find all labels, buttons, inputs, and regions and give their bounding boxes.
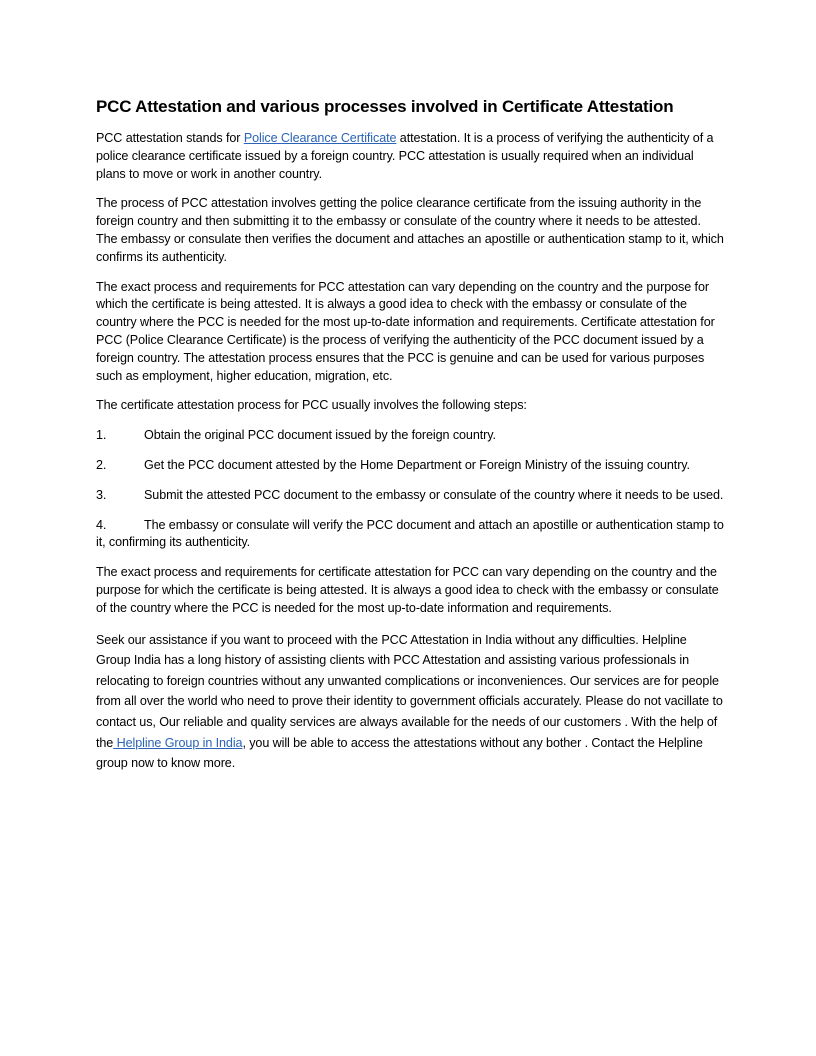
step-text: The embassy or consulate will verify the PCC document and attach an apostille or authentication stamp to it, confirming its authenticity. — [96, 517, 724, 550]
step-number: 1. — [96, 428, 107, 443]
document-page — [96, 96, 724, 786]
step-item — [96, 487, 724, 505]
page-title: PCC Attestation and various processes involved in Certificate Attestation — [96, 97, 674, 116]
requirements-paragraph: The exact process and requirements for PCC attestation can vary depending on the country and the purpose for which the certificate is being attested. It is always a good idea to check with the embassy or consulate of the country where the PCC is needed for the most up-to-date information and requirements. Certificate attestation for PCC (Police Clearance Certificate) is the process of verifying the authenticity of the PCC document issued by a foreign country. The attestation process ensures that the PCC is genuine and can be used for various purposes such as employment, higher education, migration, etc. — [96, 279, 715, 383]
step-text: Get the PCC document attested by the Home Department or Foreign Ministry of the issuing country. — [144, 457, 690, 472]
closing-text-before: Seek our assistance if you want to proceed with the PCC Attestation in India without any difficulties. Helpline Group India has a long history of assisting clients with PCC Attestation and assisting various professionals in relocating to foreign countries without any unwanted complications or inconveniences. Our services are for people from all over the world who need to prove their identity to government officials accurately. Please do not vacillate to contact us, Our reliable and quality services are always available for the needs of our customers . With the help of the — [96, 632, 723, 750]
closing-paragraph — [96, 630, 724, 774]
steps-intro: The certificate attestation process for PCC usually involves the following steps: — [96, 398, 527, 413]
process-paragraph: The process of PCC attestation involves getting the police clearance certificate from the issuing authority in the foreign country and then submitting it to the embassy or consulate of the country where it needs to be attested. The embassy or consulate then verifies the document and attaches an apostille or authentication stamp to it, which confirms its authenticity. — [96, 196, 724, 264]
helpline-group-link[interactable]: Helpline Group in India — [113, 735, 243, 750]
step-item — [96, 517, 724, 553]
step-number: 3. — [96, 487, 107, 502]
intro-text-before: PCC attestation stands for — [96, 131, 244, 145]
police-clearance-certificate-link[interactable]: Police Clearance Certificate — [243, 131, 397, 145]
closing-text-after: , you will be able to access the attestations without any bother . Contact the Helpline group now to know more. — [96, 735, 703, 771]
step-item — [96, 427, 724, 445]
step-number: 4. — [96, 517, 107, 532]
step-text: Obtain the original PCC document issued by the foreign country. — [144, 428, 496, 443]
step-item — [96, 457, 724, 475]
exact-process-paragraph: The exact process and requirements for certificate attestation for PCC can vary depending on the country and the purpose for which the certificate is being attested. It is always a good idea to check with the embassy or consulate of the country where the PCC is needed for the most up-to-date information and requirements. — [96, 565, 719, 615]
step-number: 2. — [96, 457, 107, 472]
step-text: Submit the attested PCC document to the embassy or consulate of the country where it needs to be used. — [144, 487, 724, 502]
intro-paragraph — [96, 130, 724, 183]
intro-text-after: attestation. It is a process of verifying the authenticity of a police clearance certificate issued by a foreign country. PCC attestation is usually required when an individual plans to move or work in another country. — [96, 131, 714, 181]
